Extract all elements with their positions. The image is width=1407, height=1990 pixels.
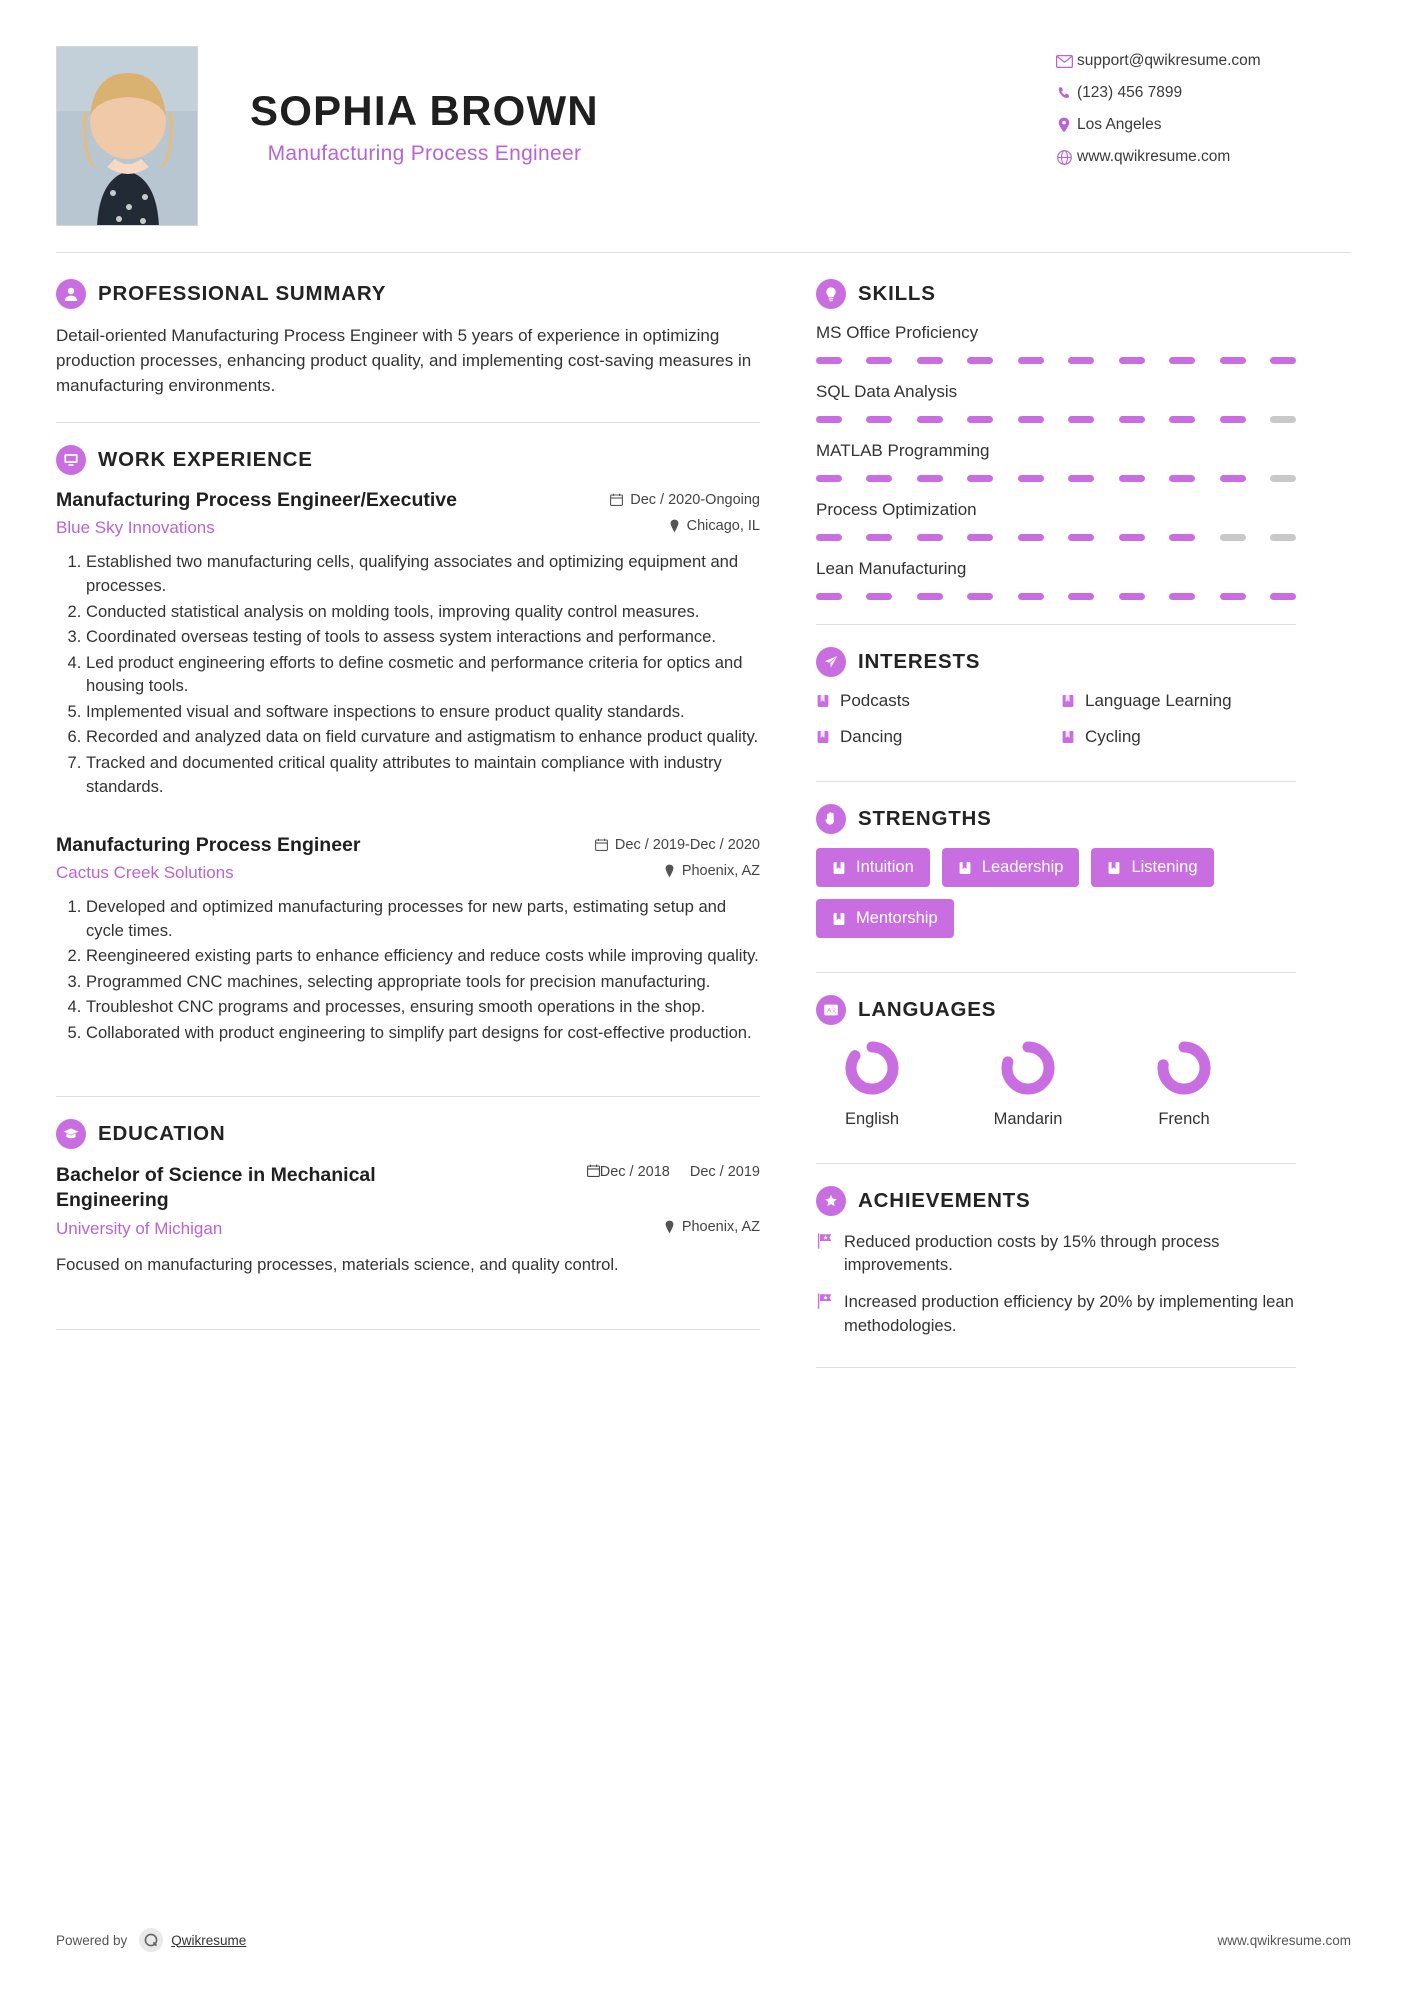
education-end-date: Dec / 2019 xyxy=(689,1164,760,1181)
map-pin-icon xyxy=(1051,117,1077,133)
powered-by xyxy=(56,1928,246,1952)
calendar-icon xyxy=(587,1164,600,1181)
work-item xyxy=(56,834,760,1044)
section-heading xyxy=(816,647,1296,677)
job-bullet: 3. Programmed CNC machines, selecting appropriate tools for precision manufacturing. xyxy=(86,970,760,994)
job-bullet: 1. Established two manufacturing cells, qualifying associates and optimizing equipment and processes. xyxy=(86,550,760,597)
location-pin-icon xyxy=(664,1220,675,1234)
interest-item xyxy=(1061,691,1296,711)
location-pin-icon xyxy=(669,519,680,533)
section-achievements xyxy=(816,1186,1296,1337)
interest-label: Cycling xyxy=(1085,727,1141,746)
section-title-text: ACHIEVEMENTS xyxy=(858,1189,1031,1212)
right-column xyxy=(796,279,1296,1390)
strength-chip xyxy=(1091,848,1213,887)
strengths-list xyxy=(816,848,1296,938)
section-divider xyxy=(816,1163,1296,1164)
section-title-text: SKILLS xyxy=(858,282,936,305)
section-strengths xyxy=(816,804,1296,938)
translate-icon xyxy=(816,995,846,1025)
section-title-text: LANGUAGES xyxy=(858,998,997,1021)
bookmark-icon xyxy=(832,861,846,875)
job-bullet: 2. Reengineered existing parts to enhance efficiency and reduce costs while improving quality. xyxy=(86,944,760,968)
language-label: Mandarin xyxy=(993,1110,1063,1128)
svg-text:A: A xyxy=(827,1007,832,1015)
page-title: SOPHIA BROWN xyxy=(250,87,599,134)
calendar-icon xyxy=(595,838,608,851)
skill-name: MATLAB Programming xyxy=(816,441,990,460)
phone-icon xyxy=(1051,86,1077,101)
header-identity xyxy=(56,46,599,226)
contact-list xyxy=(1051,46,1351,180)
interest-label: Podcasts xyxy=(840,691,910,710)
skill-item xyxy=(816,441,1296,482)
skill-rating xyxy=(816,416,1296,423)
section-divider xyxy=(816,1367,1296,1368)
star-flag-icon xyxy=(816,1232,834,1250)
section-title-text: WORK EXPERIENCE xyxy=(98,448,313,472)
section-title-text: EDUCATION xyxy=(98,1122,226,1146)
job-bullet: 7. Tracked and documented critical quality attributes to maintain compliance with industry standards. xyxy=(86,751,760,798)
section-heading xyxy=(816,279,1296,309)
avatar xyxy=(56,46,198,226)
section-heading xyxy=(56,1119,760,1149)
section-education xyxy=(56,1119,760,1277)
user-icon xyxy=(56,279,86,309)
interest-label: Dancing xyxy=(840,727,903,746)
strength-label: Listening xyxy=(1131,858,1198,876)
spacer xyxy=(56,804,760,834)
contact-location-text: Los Angeles xyxy=(1077,116,1162,133)
job-location xyxy=(664,863,760,879)
job-location xyxy=(669,518,760,534)
page-footer xyxy=(56,1928,1351,1952)
bookmark-icon xyxy=(832,912,846,926)
language-item xyxy=(1128,1039,1240,1129)
monitor-icon xyxy=(56,445,86,475)
education-location-text: Phoenix, AZ xyxy=(681,1219,760,1236)
bookmark-icon xyxy=(1061,694,1075,708)
education-location xyxy=(664,1219,760,1235)
contact-website[interactable] xyxy=(1051,148,1351,166)
section-work-experience xyxy=(56,445,760,1044)
job-dates-text: Dec / 2020-Ongoing xyxy=(630,491,760,508)
job-location-text: Chicago, IL xyxy=(686,518,760,535)
section-divider xyxy=(816,972,1296,973)
envelope-icon xyxy=(1051,55,1077,68)
star-flag-icon xyxy=(816,1292,834,1310)
job-bullet: 6. Recorded and analyzed data on field curvature and astigmatism to enhance product quality. xyxy=(86,725,760,749)
skill-item xyxy=(816,382,1296,423)
left-column xyxy=(56,279,796,1390)
skill-item xyxy=(816,323,1296,364)
skill-rating xyxy=(816,534,1296,541)
skill-rating xyxy=(816,475,1296,482)
language-progress-ring xyxy=(999,1039,1057,1097)
job-bullet: 4. Led product engineering efforts to define cosmetic and performance criteria for optics and housing tools. xyxy=(86,651,760,698)
achievement-item xyxy=(816,1230,1296,1276)
bookmark-icon xyxy=(816,730,830,744)
brand-link[interactable]: Qwikresume xyxy=(171,1932,247,1948)
name-block xyxy=(250,46,599,166)
svg-text:文: 文 xyxy=(831,1008,837,1015)
contact-location xyxy=(1051,116,1351,134)
header-divider xyxy=(56,252,1351,253)
interest-item xyxy=(816,691,1051,711)
language-label: French xyxy=(1158,1110,1210,1128)
section-heading xyxy=(816,995,1296,1025)
bookmark-icon xyxy=(958,861,972,875)
section-skills xyxy=(816,279,1296,600)
job-title: Manufacturing Process Engineer/Executive xyxy=(56,489,457,512)
bookmark-icon xyxy=(1107,861,1121,875)
language-item xyxy=(816,1039,928,1129)
section-divider xyxy=(56,1096,760,1097)
section-divider xyxy=(816,781,1296,782)
contact-phone[interactable] xyxy=(1051,84,1351,102)
strength-label: Leadership xyxy=(981,858,1064,876)
job-bullets xyxy=(56,550,760,798)
strength-label: Mentorship xyxy=(856,909,938,927)
section-heading xyxy=(56,279,760,309)
hand-icon xyxy=(816,804,846,834)
interests-grid xyxy=(816,691,1296,747)
skill-rating xyxy=(816,593,1296,600)
section-title-text: INTERESTS xyxy=(858,650,981,673)
interest-item xyxy=(1061,727,1296,747)
section-title-text: PROFESSIONAL SUMMARY xyxy=(98,282,387,305)
language-progress-ring xyxy=(843,1039,901,1097)
section-divider xyxy=(56,1329,760,1330)
resume-header xyxy=(56,46,1351,226)
language-item xyxy=(972,1039,1084,1129)
lightbulb-icon xyxy=(816,279,846,309)
achievement-item xyxy=(816,1290,1296,1336)
section-heading xyxy=(816,1186,1296,1216)
strength-chip xyxy=(942,848,1080,887)
section-heading xyxy=(56,445,760,475)
skill-rating xyxy=(816,357,1296,364)
job-company: Cactus Creek Solutions xyxy=(56,863,234,883)
achievement-text: Increased production efficiency by 20% by implementing lean methodologies. xyxy=(844,1292,1294,1335)
section-languages xyxy=(816,995,1296,1129)
work-item xyxy=(56,489,760,798)
footer-website[interactable]: www.qwikresume.com xyxy=(1217,1932,1351,1948)
job-bullet: 1. Developed and optimized manufacturing processes for new parts, estimating setup and cycle times. xyxy=(86,895,760,942)
contact-website-text: www.qwikresume.com xyxy=(1077,148,1231,165)
bookmark-icon xyxy=(1061,730,1075,744)
interest-label: Language Learning xyxy=(1085,691,1232,710)
job-role: Manufacturing Process Engineer xyxy=(267,142,582,166)
skill-name: SQL Data Analysis xyxy=(816,382,958,401)
job-location-text: Phoenix, AZ xyxy=(681,863,760,880)
languages-list xyxy=(816,1039,1296,1129)
language-label: English xyxy=(844,1110,900,1128)
section-title-text: STRENGTHS xyxy=(858,807,992,830)
skill-item xyxy=(816,500,1296,541)
graduation-cap-icon xyxy=(56,1119,86,1149)
globe-icon xyxy=(1051,150,1077,165)
job-dates-text: Dec / 2019-Dec / 2020 xyxy=(614,836,760,853)
skill-item xyxy=(816,559,1296,600)
education-start-date: Dec / 2018 xyxy=(599,1164,670,1181)
job-bullet: 3. Coordinated overseas testing of tools to assess system interactions and performance. xyxy=(86,625,760,649)
skill-name: Lean Manufacturing xyxy=(816,559,967,578)
paper-plane-icon xyxy=(816,647,846,677)
location-pin-icon xyxy=(664,864,675,878)
skill-name: Process Optimization xyxy=(816,500,977,519)
section-professional-summary xyxy=(56,279,760,398)
strength-chip xyxy=(816,848,930,887)
strength-chip xyxy=(816,899,954,938)
achievement-text: Reduced production costs by 15% through process improvements. xyxy=(844,1232,1220,1275)
resume-body xyxy=(56,279,1351,1390)
contact-email[interactable] xyxy=(1051,52,1351,70)
section-divider xyxy=(816,624,1296,625)
summary-text: Detail-oriented Manufacturing Process Engineer with 5 years of experience in optimizing production processes, enhancing product quality, and implementing cost-saving measures in manufacturing environments. xyxy=(56,326,752,396)
education-dates xyxy=(587,1163,760,1181)
powered-by-label: Powered by xyxy=(56,1932,128,1948)
job-company: Blue Sky Innovations xyxy=(56,518,215,538)
section-divider xyxy=(56,422,760,423)
degree-title: Bachelor of Science in Mechanical Engineering xyxy=(56,1164,376,1212)
section-heading xyxy=(816,804,1296,834)
contact-phone-text: (123) 456 7899 xyxy=(1077,84,1183,101)
education-description: Focused on manufacturing processes, materials science, and quality control. xyxy=(56,1255,619,1275)
job-dates xyxy=(610,492,760,508)
job-bullets xyxy=(56,895,760,1044)
contact-email-text: support@qwikresume.com xyxy=(1077,52,1261,69)
job-bullet: 2. Conducted statistical analysis on molding tools, improving quality control measures. xyxy=(86,600,760,624)
qwikresume-logo-icon xyxy=(139,1928,163,1952)
calendar-icon xyxy=(610,493,623,506)
job-bullet: 5. Collaborated with product engineering to simplify part designs for cost-effective production. xyxy=(86,1021,760,1045)
bookmark-icon xyxy=(816,694,830,708)
interest-item xyxy=(816,727,1051,747)
school-name: University of Michigan xyxy=(56,1219,223,1239)
star-badge-icon xyxy=(816,1186,846,1216)
section-interests xyxy=(816,647,1296,747)
job-bullet: 4. Troubleshot CNC programs and processes, ensuring smooth operations in the shop. xyxy=(86,995,760,1019)
language-progress-ring xyxy=(1155,1039,1213,1097)
job-title: Manufacturing Process Engineer xyxy=(56,834,361,857)
job-dates xyxy=(595,837,760,853)
strength-label: Intuition xyxy=(856,858,914,876)
skill-name: MS Office Proficiency xyxy=(816,323,979,342)
job-bullet: 5. Implemented visual and software inspections to ensure product quality standards. xyxy=(86,700,760,724)
